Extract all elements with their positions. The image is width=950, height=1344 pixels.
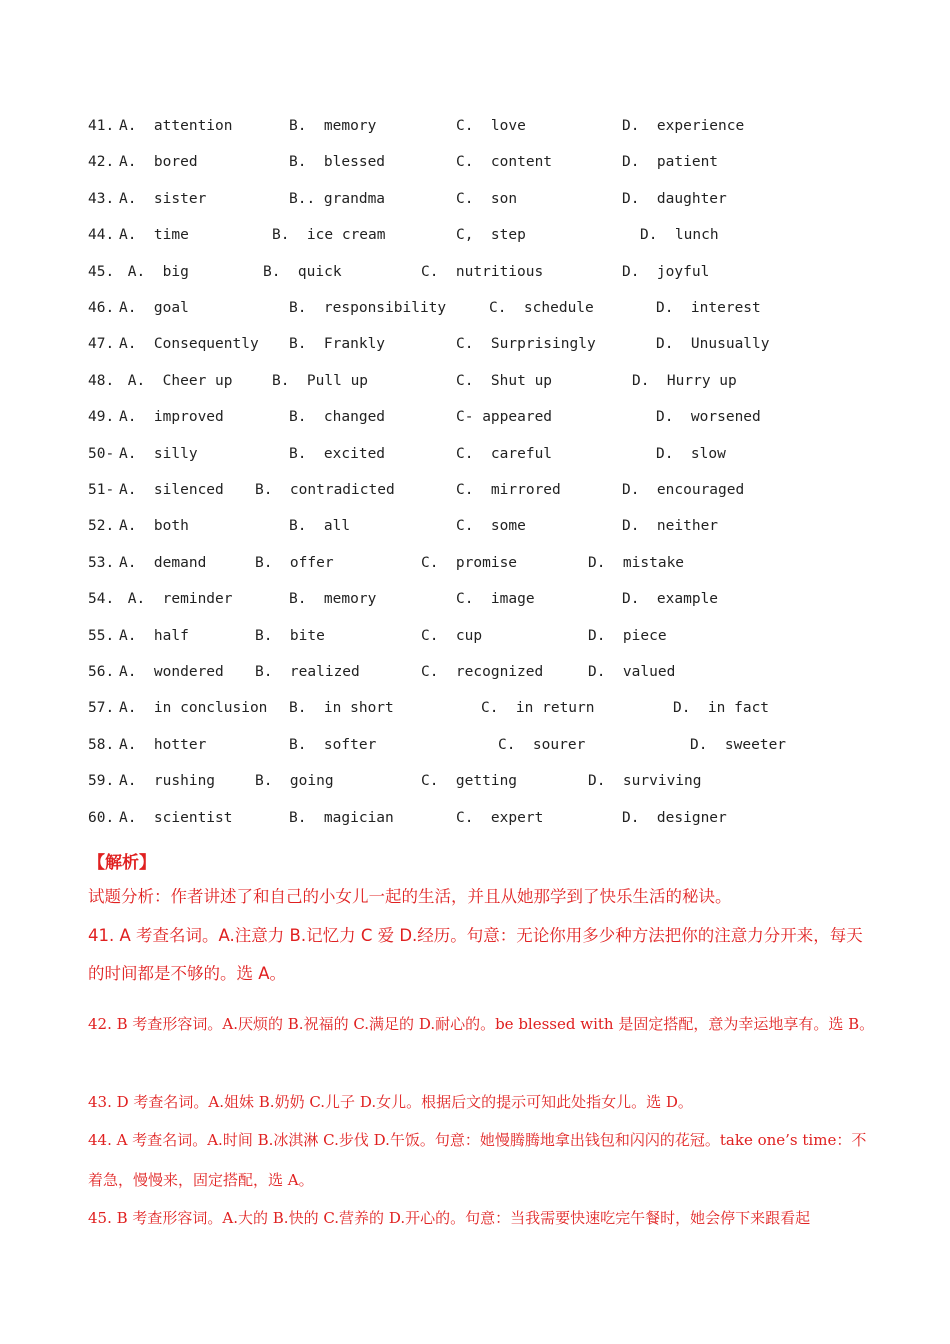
option-a: A. hotter (119, 736, 207, 753)
analysis-q42: 42. B 考查形容词。A.厌烦的 B.祝福的 C.满足的 D.耐心的。be blessed with 是固定搭配，意为幸运地享有。选 B。 (88, 1015, 875, 1033)
option-b: B. in short (289, 700, 394, 717)
question-row (0, 227, 950, 263)
question-row (0, 118, 950, 154)
option-b: B. softer (289, 736, 377, 753)
option-a: A. reminder (119, 591, 233, 608)
question-row (0, 482, 950, 518)
option-d: D. lunch (640, 227, 719, 244)
option-b: B. quick (263, 263, 342, 280)
option-a: A. wondered (119, 664, 224, 680)
question-number: 41. (88, 118, 115, 134)
option-d: D. valued (588, 664, 676, 680)
question-number: 50- (88, 445, 115, 462)
question-number: 51- (88, 482, 115, 498)
question-row (0, 154, 950, 190)
question-row (0, 300, 950, 336)
analysis-q45: 45. B 考查形容词。A.大的 B.快的 C.营养的 D.开心的。句意：当我需要快速吃完午餐时，她会停下来跟看起 (88, 1209, 811, 1227)
option-c: C. in return (481, 700, 595, 717)
option-c: C. careful (456, 445, 553, 462)
option-a: A. bored (119, 154, 198, 171)
option-c: C. recognized (421, 664, 544, 680)
question-number: 43. (88, 190, 115, 207)
option-d: D. joyful (622, 263, 710, 280)
option-c: C. promise (421, 554, 518, 571)
option-c: C. schedule (489, 300, 594, 316)
option-a: A. demand (119, 554, 207, 571)
option-b: B. excited (289, 445, 386, 462)
option-a: A. both (119, 518, 189, 535)
option-b: B. going (255, 773, 334, 790)
question-number: 57. (88, 700, 115, 717)
question-row (0, 446, 950, 482)
option-b: B. contradicted (255, 482, 395, 498)
option-c: C. sourer (498, 736, 586, 753)
option-d: D. daughter (622, 190, 727, 207)
option-a: A. goal (119, 300, 189, 316)
question-number: 47. (88, 336, 115, 353)
question-number: 49. (88, 409, 115, 426)
question-row (0, 336, 950, 372)
option-d: D. encouraged (622, 482, 745, 498)
question-row (0, 518, 950, 554)
option-a: A. Consequently (119, 336, 259, 353)
option-a: A. silly (119, 445, 198, 462)
question-row (0, 628, 950, 664)
option-c: C. love (456, 118, 526, 134)
question-number: 52. (88, 518, 115, 535)
analysis-heading: 【解析】 (88, 853, 156, 873)
option-b: B. ice cream (272, 227, 386, 244)
question-number: 42. (88, 154, 115, 171)
option-d: D. example (622, 591, 719, 608)
option-d: D. surviving (588, 773, 702, 790)
question-number: 45. (88, 263, 115, 280)
question-row (0, 409, 950, 445)
option-a: A. Cheer up (119, 372, 233, 389)
question-number: 44. (88, 227, 115, 244)
option-a: A. in conclusion (119, 700, 268, 717)
option-a: A. improved (119, 409, 224, 426)
question-number: 59. (88, 773, 115, 790)
question-number: 48. (88, 372, 115, 389)
option-c: C. Shut up (456, 372, 553, 389)
option-a: A. rushing (119, 773, 216, 790)
question-row (0, 373, 950, 409)
option-b: B. changed (289, 409, 386, 426)
option-c: C. content (456, 154, 553, 171)
option-d: D. worsened (656, 409, 761, 426)
option-d: D. designer (622, 809, 727, 826)
option-b: B.. grandma (289, 190, 386, 207)
option-b: B. all (289, 518, 351, 535)
option-a: A. silenced (119, 482, 224, 498)
question-number: 58. (88, 736, 115, 753)
question-number: 54. (88, 591, 115, 608)
question-row (0, 700, 950, 736)
option-a: A. scientist (119, 809, 233, 826)
question-number: 55. (88, 627, 115, 644)
option-b: B. responsibility (289, 300, 447, 316)
option-c: C. getting (421, 773, 518, 790)
option-b: B. memory (289, 591, 377, 608)
option-b: B. bite (255, 627, 325, 644)
question-row (0, 737, 950, 773)
question-number: 53. (88, 554, 115, 571)
question-row (0, 264, 950, 300)
option-a: A. big (119, 263, 189, 280)
question-row (0, 591, 950, 627)
option-b: B. Pull up (272, 372, 369, 389)
option-a: A. sister (119, 190, 207, 207)
option-c: C, step (456, 227, 526, 244)
option-c: C- appeared (456, 409, 553, 426)
option-b: B. blessed (289, 154, 386, 171)
question-row (0, 664, 950, 700)
option-c: C. mirrored (456, 482, 561, 498)
option-d: D. Unusually (656, 336, 770, 353)
option-d: D. in fact (673, 700, 770, 717)
option-c: C. image (456, 591, 535, 608)
option-b: B. realized (255, 664, 360, 680)
analysis-q43: 43. D 考查名词。A.姐妹 B.奶奶 C.儿子 D.女儿。根据后文的提示可知此处指女儿。选 D。 (88, 1093, 693, 1111)
option-d: D. Hurry up (632, 372, 737, 389)
option-d: D. patient (622, 154, 719, 171)
option-c: C. son (456, 190, 518, 207)
option-d: D. interest (656, 300, 761, 316)
option-d: D. slow (656, 445, 726, 462)
question-row (0, 191, 950, 227)
option-a: A. attention (119, 118, 233, 134)
option-c: C. Surprisingly (456, 336, 596, 353)
analysis-summary: 试题分析：作者讲述了和自己的小女儿一起的生活，并且从她那学到了快乐生活的秘诀。 (88, 887, 732, 906)
option-c: C. cup (421, 627, 483, 644)
question-number: 60. (88, 809, 115, 826)
option-a: A. time (119, 227, 189, 244)
question-row (0, 810, 950, 846)
option-c: C. some (456, 518, 526, 535)
option-c: C. expert (456, 809, 544, 826)
analysis-q41: 41. A 考查名词。A.注意力 B.记忆力 C 爱 D.经历。句意：无论你用多少种方法把你的注意力分开来，每天的时间都是不够的。选 A。 (88, 926, 863, 983)
option-c: C. nutritious (421, 263, 544, 280)
option-d: D. neither (622, 518, 719, 535)
option-b: B. memory (289, 118, 377, 134)
analysis-q44: 44. A 考查名词。A.时间 B.冰淇淋 C.步伐 D.午饭。句意：她慢腾腾地拿出钱包和闪闪的花冠。take one’s time：不着急，慢慢来，固定搭配，选 A。 (88, 1131, 867, 1189)
option-a: A. half (119, 627, 189, 644)
option-b: B. Frankly (289, 336, 386, 353)
question-row (0, 555, 950, 591)
question-row (0, 773, 950, 809)
option-d: D. sweeter (690, 736, 787, 753)
option-b: B. magician (289, 809, 394, 826)
option-d: D. experience (622, 118, 745, 134)
question-number: 56. (88, 664, 115, 680)
question-number: 46. (88, 300, 115, 316)
option-d: D. mistake (588, 554, 685, 571)
option-d: D. piece (588, 627, 667, 644)
option-b: B. offer (255, 554, 334, 571)
